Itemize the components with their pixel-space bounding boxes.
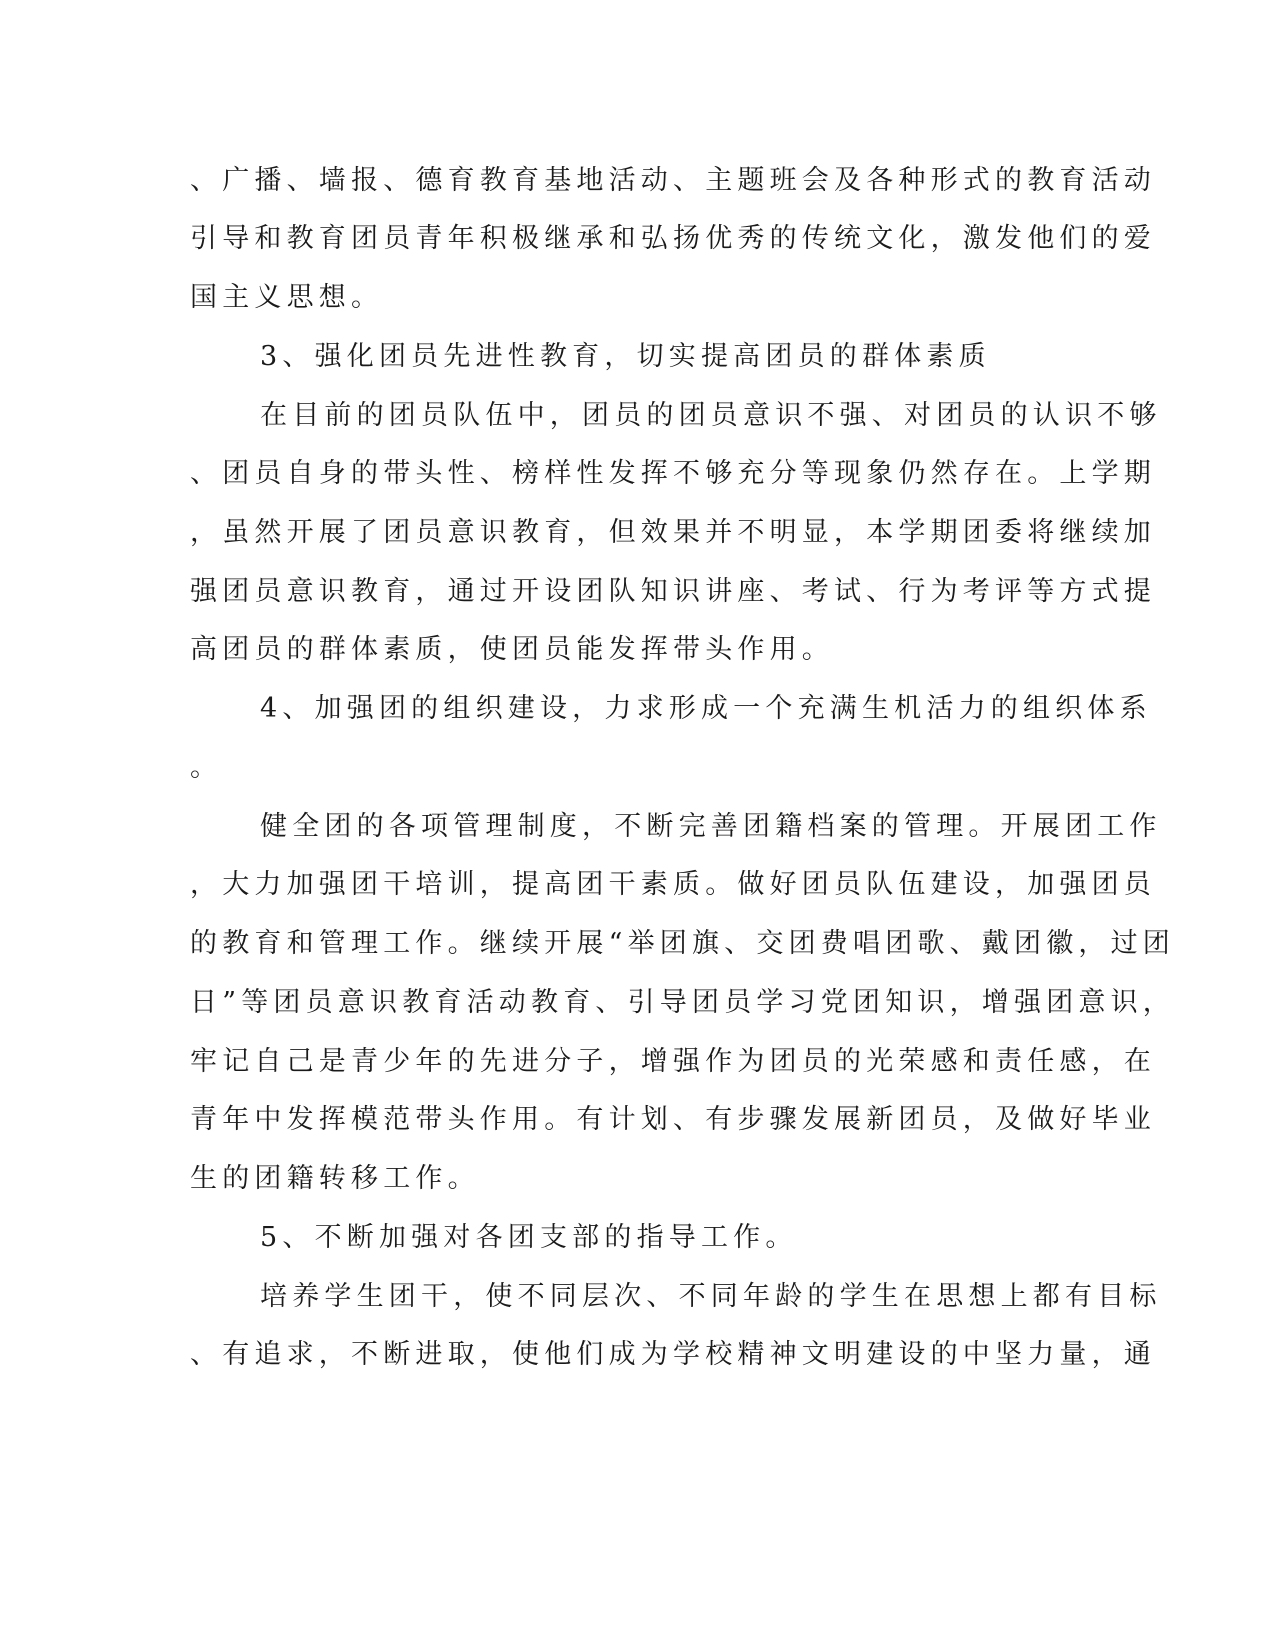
text-line: 日”等团员意识教育活动教育、引导团员学习党团知识，增强团意识， — [190, 987, 1176, 1018]
text-line: 在目前的团员队伍中，团员的团员意识不强、对团员的认识不够 — [260, 400, 1162, 431]
text-line: 的教育和管理工作。继续开展“举团旗、交团费唱团歌、戴团徽，过团 — [190, 928, 1176, 959]
text-line: ，虽然开展了团员意识教育，但效果并不明显，本学期团委将继续加 — [190, 517, 1156, 548]
text-line: 生的团籍转移工作。 — [190, 1163, 480, 1194]
section-heading-3: 3、强化团员先进性教育，切实提高团员的群体素质 — [260, 341, 991, 372]
text-line: 强团员意识教育，通过开设团队知识讲座、考试、行为考评等方式提 — [190, 576, 1156, 607]
section-heading-4: 4、加强团的组织建设，力求形成一个充满生机活力的组织体系 — [260, 693, 1152, 724]
section-heading-5: 5、不断加强对各团支部的指导工作。 — [260, 1222, 798, 1253]
text-line: 、有追求，不断进取，使他们成为学校精神文明建设的中坚力量，通 — [190, 1339, 1156, 1370]
text-line: 健全团的各项管理制度，不断完善团籍档案的管理。开展团工作 — [260, 811, 1162, 842]
text-line: 、团员自身的带头性、榜样性发挥不够充分等现象仍然存在。上学期 — [190, 458, 1156, 489]
text-line: 高团员的群体素质，使团员能发挥带头作用。 — [190, 634, 834, 665]
text-line: 牢记自己是青少年的先进分子，增强作为团员的光荣感和责任感，在 — [190, 1046, 1156, 1077]
text-line: 。 — [190, 752, 223, 783]
text-line: 培养学生团干，使不同层次、不同年龄的学生在思想上都有目标 — [260, 1281, 1162, 1312]
text-line: ，大力加强团干培训，提高团干素质。做好团员队伍建设，加强团员 — [190, 869, 1156, 900]
text-line: 青年中发挥模范带头作用。有计划、有步骤发展新团员，及做好毕业 — [190, 1104, 1156, 1135]
text-line: 引导和教育团员青年积极继承和弘扬优秀的传统文化，激发他们的爱 — [190, 223, 1156, 254]
text-line: 、广播、墙报、德育教育基地活动、主题班会及各种形式的教育活动 — [190, 165, 1156, 196]
text-line: 国主义思想。 — [190, 282, 384, 313]
